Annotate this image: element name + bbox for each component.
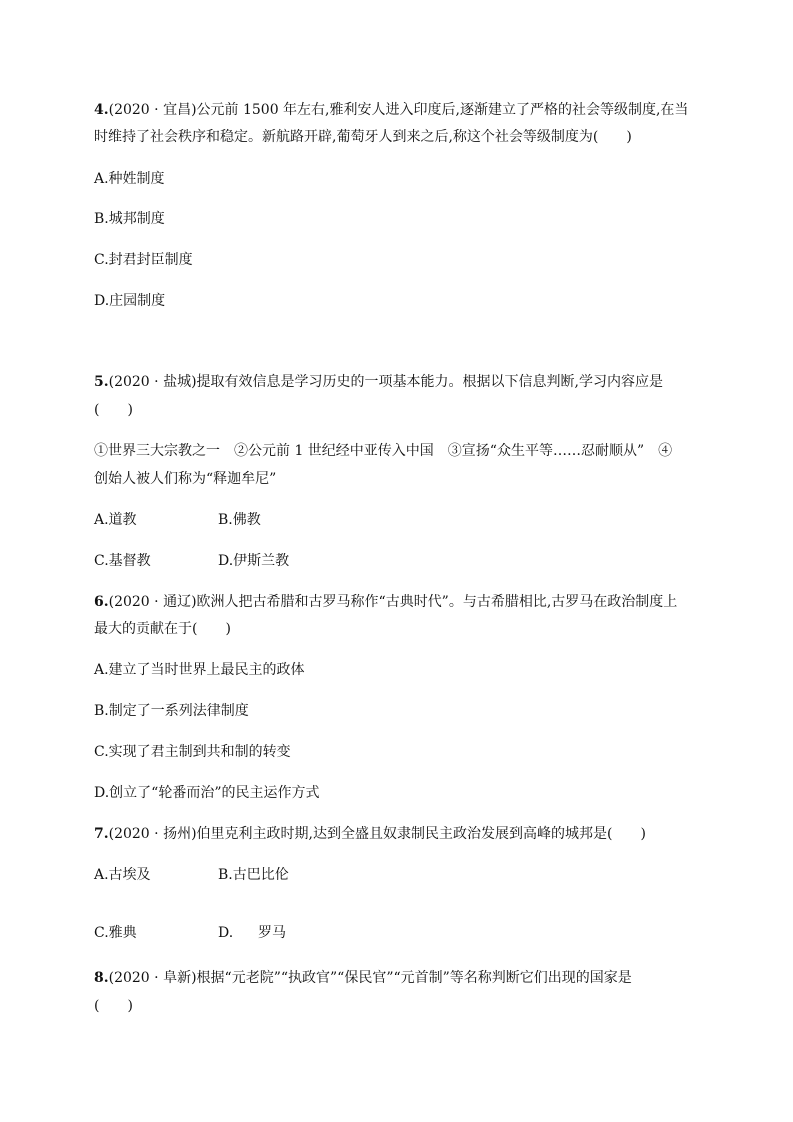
question-5-line-1 <box>94 372 714 392</box>
question-8-line-1 <box>94 968 714 988</box>
question-7-options-row-1 <box>94 865 289 885</box>
question-6-line-2: 最大的贡献在于( ) <box>94 621 231 637</box>
question-8-number: 8. <box>94 970 109 986</box>
question-4-option-c: C.封君封臣制度 <box>94 252 193 268</box>
question-8-source: (2020 · 阜新) <box>108 970 197 986</box>
question-8-line-2: ( ) <box>94 998 133 1014</box>
question-6-option-a: A.建立了当时世界上最民主的政体 <box>94 662 305 678</box>
question-8-text-1: 根据“元老院”“执政官”“保民官”“元首制”等名称判断它们出现的国家是 <box>196 970 632 986</box>
question-4-option-b: B.城邦制度 <box>94 211 165 227</box>
question-5-source: (2020 · 盐城) <box>108 374 197 390</box>
question-5-option-d: D.伊斯兰教 <box>218 553 290 569</box>
question-6-option-c: C.实现了君主制到共和制的转变 <box>94 744 291 760</box>
question-6-text-1: 欧洲人把古希腊和古罗马称作“古典时代”。与古希腊相比,古罗马在政治制度上 <box>196 594 678 610</box>
question-7-line-1 <box>94 824 714 844</box>
question-7-option-b: B.古巴比伦 <box>218 867 289 883</box>
question-5-options-row-2 <box>94 551 289 571</box>
question-6-source: (2020 · 通辽) <box>108 594 197 610</box>
question-5-option-c: C.基督教 <box>94 553 151 569</box>
question-7-source: (2020 · 扬州) <box>108 826 197 842</box>
question-5-info-1: ①世界三大宗教之一 ②公元前 1 世纪经中亚传入中国 ③宣扬“众生平等……忍耐顺从” ④ <box>94 443 673 459</box>
question-4-text-1: 公元前 1500 年左右,雅利安人进入印度后,逐渐建立了严格的社会等级制度,在当 <box>196 102 689 118</box>
question-5-info-2: 创始人被人们称为“释迦牟尼” <box>94 471 277 487</box>
question-5-options-row-1 <box>94 510 261 530</box>
question-7-number: 7. <box>94 826 109 842</box>
question-5-line-2: ( ) <box>94 402 133 418</box>
question-5-number: 5. <box>94 374 109 390</box>
question-7-text-1: 伯里克利主政时期,达到全盛且奴隶制民主政治发展到高峰的城邦是( ) <box>196 826 646 842</box>
question-4-number: 4. <box>94 102 109 118</box>
question-7-option-a: A.古埃及 <box>94 867 151 883</box>
question-7-options-row-2 <box>94 923 286 943</box>
question-4-line-1 <box>94 100 714 120</box>
question-6-number: 6. <box>94 594 109 610</box>
question-6-line-1 <box>94 592 714 612</box>
question-5-option-b: B.佛教 <box>218 512 261 528</box>
question-4-source: (2020 · 宜昌) <box>108 102 197 118</box>
question-7-option-d-letter: D. <box>218 925 234 941</box>
question-7-option-d-text: 罗马 <box>258 925 286 941</box>
question-7-option-c: C.雅典 <box>94 925 137 941</box>
question-5-option-a: A.道教 <box>94 512 137 528</box>
question-5-text-1: 提取有效信息是学习历史的一项基本能力。根据以下信息判断,学习内容应是 <box>196 374 663 390</box>
question-4-option-d: D.庄园制度 <box>94 293 166 309</box>
question-4-line-2: 时维持了社会秩序和稳定。新航路开辟,葡萄牙人到来之后,称这个社会等级制度为( ) <box>94 129 632 145</box>
question-6-option-b: B.制定了一系列法律制度 <box>94 703 249 719</box>
question-6-option-d: D.创立了“轮番而治”的民主运作方式 <box>94 785 320 801</box>
question-4-option-a: A.种姓制度 <box>94 171 165 187</box>
